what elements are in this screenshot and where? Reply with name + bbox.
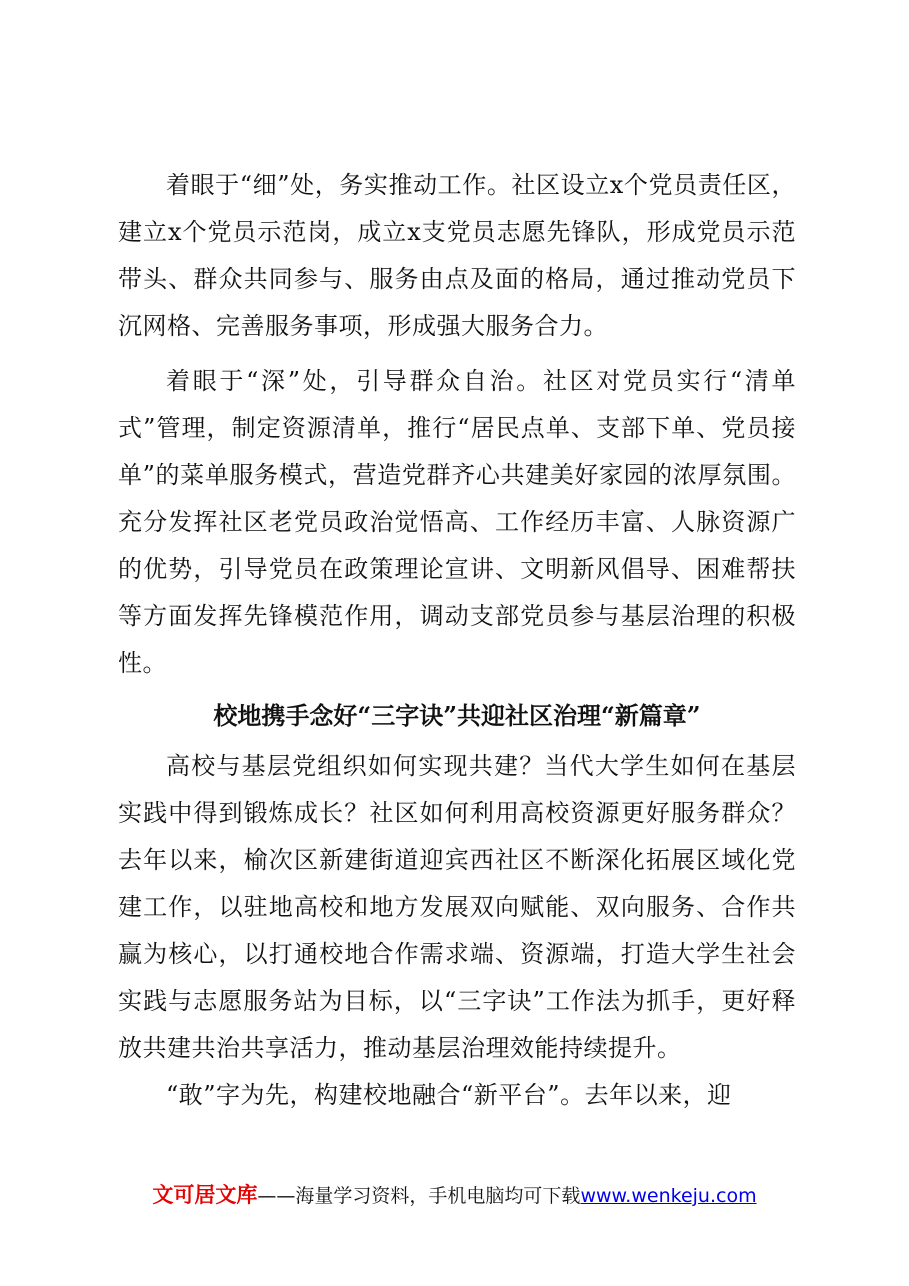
footer-tagline: ——海量学习资料，手机电脑均可下载	[257, 1185, 581, 1207]
document-body	[118, 162, 796, 1119]
section-heading: 校地携手念好“三字诀”共迎社区治理“新篇章”	[213, 701, 701, 730]
paragraph-depth: 着眼于“深”处，引导群众自治。社区对党员实行“清单式”管理，制定资源清单，推行“居民点单、支部下单、党员接单”的菜单服务模式，营造党群齐心共建美好家园的浓厚氛围。充分发挥社区老党员政治觉悟高、工作经历丰富、人脉资源广的优势，引导党员在政策理论宣讲、文明新风倡导、困难帮扶等方面发挥先锋模范作用，调动支部党员参与基层治理的积极性。	[118, 367, 796, 677]
paragraph-intro: 高校与基层党组织如何实现共建？当代大学生如何在基层实践中得到锻炼成长？社区如何利用高校资源更好服务群众？去年以来，榆次区新建街道迎宾西社区不断深化拓展区域化党建工作，以驻地高校和地方发展双向赋能、双向服务、合作共赢为核心，以打通校地合作需求端、资源端，打造大学生社会实践与志愿服务站为目标，以“三字诀”工作法为抓手，更好释放共建共治共享活力，推动基层治理效能持续提升。	[118, 752, 796, 1062]
footer-url-link[interactable]: www.wenkeju.com	[580, 1185, 757, 1207]
page-footer	[0, 1180, 909, 1211]
paragraph-dare: “敢”字为先，构建校地融合“新平台”。去年以来，迎	[166, 1081, 732, 1109]
footer-brand: 文可居文库	[152, 1183, 258, 1207]
paragraph-detail: 着眼于“细”处，务实推动工作。社区设立x个党员责任区，建立x个党员示范岗，成立x支党员志愿先锋队，形成党员示范带头、群众共同参与、服务由点及面的格局，通过推动党员下沉网格、完善服务事项，形成强大服务合力。	[118, 171, 796, 340]
